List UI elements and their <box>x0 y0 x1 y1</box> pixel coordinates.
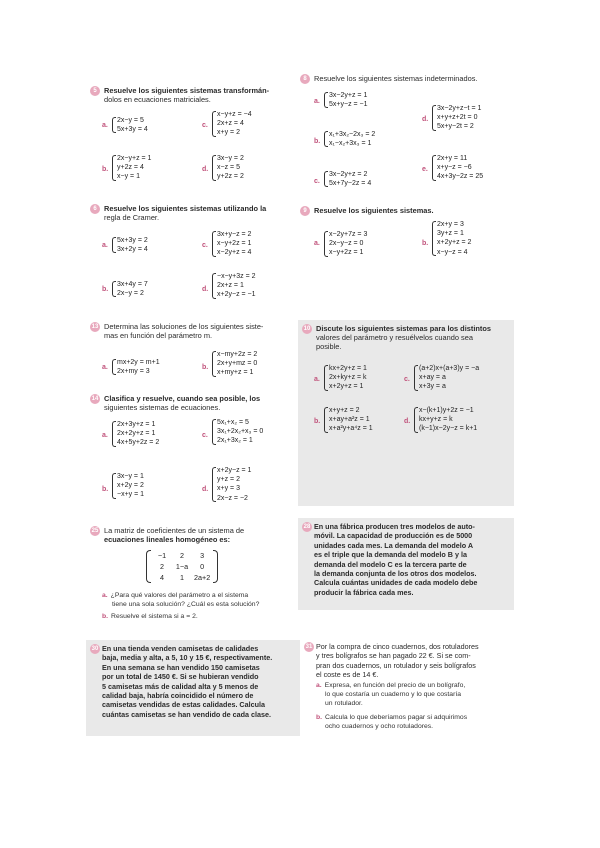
matrix-table <box>152 550 212 583</box>
item-label: b. <box>102 286 109 293</box>
text-line: camisetas vendidas de estas calidades. Calcula <box>102 700 266 710</box>
exercise-title <box>104 394 260 412</box>
item-label: d. <box>202 166 209 173</box>
question-text: tiene una sola solución? ¿Cuál es esta solución? <box>112 601 260 608</box>
equation-system <box>112 154 151 182</box>
exercise-title <box>314 206 434 215</box>
equation: 2x−z = −2 <box>217 494 248 502</box>
matrix-cell: 2 <box>180 551 184 560</box>
text-line: la demanda conjunta de los otros dos modelos. <box>314 569 477 579</box>
equation: 2x+3y+z = 1 <box>117 421 156 428</box>
equation: 3x−2y+z−t = 1 <box>437 105 482 112</box>
equation: x+my+z = 1 <box>217 369 254 377</box>
exercise-number-badge: 25 <box>91 528 99 534</box>
equation: y+2z = 2 <box>217 173 244 181</box>
text-line: Por la compra de cinco cuadernos, dos rotuladores <box>316 642 479 651</box>
item-label: b. <box>314 418 321 425</box>
equation: 2x+my = 3 <box>117 368 150 376</box>
exercise-title <box>104 86 269 104</box>
equation: kx+2y+z = 1 <box>329 365 367 372</box>
equation: 3x−y = 2 <box>217 155 244 162</box>
title-line: Clasifica y resuelve, cuando sea posible, los <box>104 394 261 403</box>
equation: 2x+z = 1 <box>217 282 244 290</box>
exercise-number-badge: 13 <box>91 324 99 330</box>
equation: x+2y+z = 2 <box>437 239 472 247</box>
equation-system <box>432 104 481 132</box>
question-text: Calcula lo que deberíamos pagar si adquirimos <box>325 714 468 721</box>
item-label: e. <box>422 166 428 173</box>
equation: 4x+3y−2z = 25 <box>437 173 484 181</box>
equation-system <box>212 154 244 182</box>
text-line: móvil. La capacidad de producción es de 5000 <box>314 531 473 541</box>
equation: 3x+y−z = 2 <box>217 231 252 238</box>
title-line: Resuelve los siguientes sistemas. <box>314 206 434 215</box>
exercise-5 <box>90 86 295 194</box>
title-line: Resuelve los siguientes sistemas utilizando la <box>104 204 267 213</box>
matrix-cell: −1 <box>157 551 167 560</box>
equation: x−2y+z = 4 <box>217 249 252 257</box>
exercise-6 <box>90 204 295 304</box>
equation-system <box>324 364 367 392</box>
equation-system <box>212 230 251 258</box>
equation-system <box>112 236 148 254</box>
item-label: b. <box>422 240 429 247</box>
equation: −x−y+3z = 2 <box>217 273 256 280</box>
equation: 2x+2y+z = 1 <box>117 430 156 438</box>
text-line: Calcula cuántas unidades de cada modelo debe <box>314 578 478 588</box>
item-label: a. <box>102 242 108 249</box>
equation: 2x₁+3x₂ = 1 <box>217 437 253 445</box>
equation: 3x−2y+z = 2 <box>329 171 368 178</box>
text-line: el coste es de 14 €. <box>316 670 379 680</box>
exercise-title <box>104 322 263 340</box>
equation: (k−1)x−2y−z = k+1 <box>419 425 478 433</box>
equation: 2x+y = 11 <box>437 155 468 162</box>
exercise-8 <box>300 74 510 196</box>
title-line: Resuelve los siguientes sistemas transformán- <box>104 86 270 95</box>
equation-system <box>212 466 251 503</box>
equation: x+3y = a <box>419 383 446 391</box>
matrix-cell: 1−a <box>175 562 189 571</box>
equation-system <box>112 358 160 376</box>
equation: 5x+3y = 4 <box>117 126 148 134</box>
item-label: a. <box>102 122 108 129</box>
equation: 5x+y−z = −1 <box>329 101 368 109</box>
title-line: La matriz de coeficientes de un sistema de <box>104 526 245 535</box>
item-label: b. <box>314 138 321 145</box>
text-line: En una tienda venden camisetas de calidades <box>102 644 259 653</box>
text-line: es el triple que la demanda del modelo B y la <box>314 550 467 560</box>
equation-system <box>432 220 471 257</box>
equation: x+a²y+a⁴z = 1 <box>329 425 373 433</box>
equation: x+ay = a <box>419 374 446 382</box>
equation: x+2y−z = 1 <box>217 467 252 474</box>
equation: 2x−y+z = 1 <box>117 155 152 162</box>
equation: 3x₁+2x₂+x₃ = 0 <box>217 428 264 436</box>
question-text: un rotulador. <box>325 700 363 707</box>
subquestion-a <box>102 592 248 601</box>
exercise-10 <box>302 324 510 504</box>
equation: x−2y+7z = 3 <box>329 231 368 238</box>
text-line: unidades cada mes. La demanda del modelo A <box>314 540 474 550</box>
equation: x−y−z = 4 <box>437 248 468 256</box>
item-label: a. <box>314 376 320 383</box>
item-label: c. <box>202 122 208 129</box>
equation-system <box>112 420 159 448</box>
matrix-cell: 2a+2 <box>194 573 211 582</box>
equation: x−(k+1)y+2z = −1 <box>419 407 474 414</box>
item-label: a. <box>102 432 108 439</box>
subquestion-a-cont <box>325 700 363 709</box>
equation: 5x₁+x₂ = 5 <box>217 419 249 426</box>
equation: y+2z = 4 <box>117 164 144 172</box>
exercise-number-badge: 5 <box>90 86 100 96</box>
item-label: c. <box>202 432 208 439</box>
title-line: ecuaciones lineales homogéneo es: <box>104 535 231 544</box>
equation-system <box>324 230 367 258</box>
question-text: lo que costaría un cuaderno y lo que costaría <box>325 691 462 698</box>
equation: 2x+ky+z = k <box>329 374 367 382</box>
equation-system <box>112 472 144 500</box>
equation: 2x−y−z = 0 <box>329 240 364 248</box>
exercise-number-badge: 14 <box>91 396 99 402</box>
equation: 2x+y+mz = 0 <box>217 360 258 368</box>
title-line: siguientes sistemas de ecuaciones. <box>104 403 221 412</box>
equation: 3x−y = 1 <box>117 473 144 480</box>
subquestion-a-cont <box>325 691 461 700</box>
matrix-cell: 4 <box>160 573 164 582</box>
equation: 2x−y = 2 <box>117 290 144 298</box>
equation-system <box>414 364 479 392</box>
item-label: b. <box>102 613 109 620</box>
item-label: d. <box>422 116 429 123</box>
equation: 2x−y = 5 <box>117 117 144 124</box>
exercise-title <box>316 324 491 351</box>
problem-text <box>314 522 510 597</box>
exercise-14 <box>90 394 295 509</box>
title-line: posible. <box>316 342 342 351</box>
equation-system <box>432 154 483 182</box>
equation-system <box>324 91 368 109</box>
equation: x₁−x₂+3x₃ = 1 <box>329 140 372 148</box>
equation-system <box>212 418 263 446</box>
exercise-number-badge: 10 <box>303 326 311 332</box>
equation: x+2y+z = 1 <box>329 383 364 391</box>
exercise-28 <box>302 522 510 608</box>
item-label: b. <box>316 714 323 721</box>
item-label: a. <box>316 682 322 689</box>
exercise-31 <box>304 642 510 752</box>
item-label: a. <box>102 592 108 599</box>
exercise-number-badge: 28 <box>303 524 311 530</box>
problem-text <box>102 644 296 719</box>
equation: kx+y+z = k <box>419 416 453 424</box>
exercise-number-badge: 9 <box>300 206 310 216</box>
title-line: Determina las soluciones de los siguientes siste- <box>104 322 264 331</box>
exercise-title <box>104 526 244 544</box>
exercise-number-badge: 8 <box>300 74 310 84</box>
equation: 5x+7y−2z = 4 <box>329 180 372 188</box>
title-line: regla de Cramer. <box>104 213 160 222</box>
title-line: mas en función del parámetro m. <box>104 331 213 340</box>
equation-system <box>324 406 373 434</box>
title-line: valores del parámetro y resuélvelos cuando sea <box>316 333 473 342</box>
subquestion-a-cont <box>112 601 259 610</box>
equation: x−y+2z = 1 <box>329 249 364 257</box>
subquestion-b <box>316 714 467 723</box>
equation: x−y+z = −4 <box>217 111 252 118</box>
equation: x+y+z = 2 <box>329 407 360 414</box>
equation: 5x+3y = 2 <box>117 237 148 244</box>
equation: x−y = 1 <box>117 173 140 181</box>
equation: x₁+3x₂−2x₃ = 2 <box>329 131 376 138</box>
equation-system <box>414 406 477 434</box>
item-label: d. <box>202 286 209 293</box>
exercise-number-badge: 30 <box>91 646 99 652</box>
equation: x+y−z = −6 <box>437 164 472 172</box>
text-line: demanda del modelo C es la tercera parte de <box>314 559 467 569</box>
equation: x−z = 5 <box>217 164 240 172</box>
equation: mx+2y = m+1 <box>117 359 160 366</box>
equation: 3x−2y+z = 1 <box>329 92 368 99</box>
text-line: cuántas camisetas se han vendido de cada clase. <box>102 709 271 719</box>
item-label: c. <box>202 242 208 249</box>
question-text: ¿Para qué valores del parámetro a el sistema <box>110 592 249 599</box>
text-line: baja, media y alta, a 5, 10 y 15 €, respectivamente. <box>102 653 273 663</box>
item-label: b. <box>202 364 209 371</box>
equation-system <box>212 272 256 300</box>
equation-system <box>212 110 252 138</box>
equation: 3x+4y = 7 <box>117 281 148 288</box>
equation: x+2y−z = −1 <box>217 291 256 299</box>
exercise-number-badge: 31 <box>305 644 313 650</box>
equation: x+y+z+2t = 0 <box>437 114 478 122</box>
exercise-25 <box>90 526 295 626</box>
item-label: c. <box>314 178 320 185</box>
question-text: Resuelve el sistema si a = 2. <box>111 613 198 620</box>
exercise-30 <box>90 644 296 734</box>
equation: 5x+y−2t = 2 <box>437 123 474 131</box>
text-line: En una fábrica producen tres modelos de auto- <box>314 522 475 531</box>
equation: 2x+z = 4 <box>217 120 244 128</box>
text-line: por un total de 1450 €. Si se hubieran vendido <box>102 672 259 682</box>
equation: −x+y = 1 <box>117 491 145 499</box>
equation-system <box>324 130 375 148</box>
text-line: producir la fábrica cada mes. <box>314 587 414 597</box>
title-line: Discute los siguientes sistemas para los distintos <box>316 324 491 333</box>
text-line: y tres bolígrafos se han pagado 22 €. Si se com- <box>316 651 471 661</box>
matrix-cell: 2 <box>160 562 164 571</box>
matrix-right-bracket <box>213 550 218 583</box>
text-line: 5 camisetas más de calidad alta y 5 menos de <box>102 681 259 691</box>
question-text: ocho cuadernos y ocho rotuladores. <box>325 723 434 730</box>
exercise-13 <box>90 322 295 384</box>
subquestion-b <box>102 613 198 622</box>
problem-text <box>316 642 510 680</box>
equation: x−my+2z = 2 <box>217 351 258 358</box>
item-label: b. <box>102 166 109 173</box>
equation: (a+2)x+(a+3)y = −a <box>419 365 480 372</box>
item-label: d. <box>404 418 411 425</box>
exercise-title <box>104 204 266 222</box>
equation: x+y = 2 <box>217 129 240 137</box>
title-line: Resuelve los siguientes sistemas indeterminados. <box>314 74 478 83</box>
question-text: Expresa, en función del precio de un bolígrafo, <box>324 682 466 689</box>
item-label: c. <box>404 376 410 383</box>
coefficient-matrix <box>146 550 218 583</box>
item-label: a. <box>314 98 320 105</box>
matrix-cell: 1 <box>180 573 184 582</box>
equation-system <box>324 170 371 188</box>
equation: x+2y = 2 <box>117 482 144 490</box>
text-line: En una semana se han vendido 150 camisetas <box>102 662 260 672</box>
equation: 2x+y = 3 <box>437 221 464 228</box>
text-line: calidad baja, habría coincidido el número de <box>102 691 254 701</box>
equation: 3y+z = 1 <box>437 230 464 238</box>
exercise-9 <box>300 206 510 276</box>
item-label: d. <box>202 486 209 493</box>
item-label: a. <box>102 364 108 371</box>
equation: x+y = 3 <box>217 485 240 493</box>
item-label: a. <box>314 240 320 247</box>
equation: x−y+2z = 1 <box>217 240 252 248</box>
exercise-number-badge: 6 <box>90 204 100 214</box>
equation: y+z = 2 <box>217 476 240 484</box>
exercise-title <box>314 74 478 83</box>
item-label: b. <box>102 486 109 493</box>
equation: 3x+2y = 4 <box>117 246 148 254</box>
equation-system <box>212 350 257 378</box>
equation: x+ay+a²z = 1 <box>329 416 370 424</box>
matrix-left-bracket <box>146 550 151 583</box>
equation-system <box>112 116 148 134</box>
matrix-cell: 0 <box>200 562 205 571</box>
subquestion-a <box>316 682 465 691</box>
title-line: dolos en ecuaciones matriciales. <box>104 95 211 104</box>
subquestion-b-cont <box>325 723 433 732</box>
matrix-cell: 3 <box>200 551 205 560</box>
equation-system <box>112 280 148 298</box>
text-line: pran dos cuadernos, un rotulador y seis bolígrafos <box>316 660 476 670</box>
equation: 4x+5y+2z = 2 <box>117 439 160 447</box>
